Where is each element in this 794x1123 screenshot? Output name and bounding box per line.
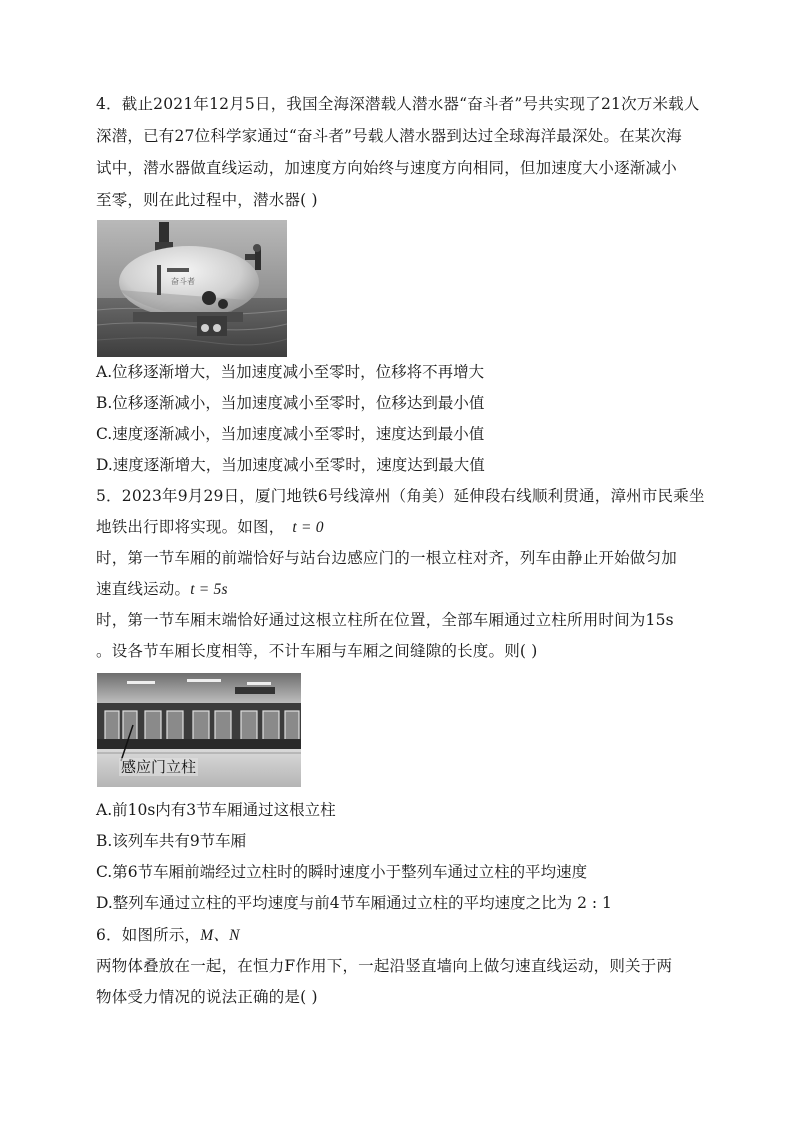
submarine-illustration (97, 220, 287, 357)
q6-line-3: 物体受力情况的说法正确的是( ) (96, 988, 318, 1006)
q6-line-1-text: 6．如图所示， (96, 926, 201, 944)
q4-option-d: D.速度逐渐增大，当加速度减小至零时，速度达到最大值 (96, 456, 485, 474)
q6-objects-mn: M、N (200, 927, 240, 944)
q5-line-1: 5．2023年9月29日，厦门地铁6号线漳州（角美）延伸段右线顺利贯通，漳州市民乘坐 (96, 487, 705, 505)
q5-option-b: B.该列车共有9节车厢 (96, 832, 247, 850)
metro-image-caption: 感应门立柱 (121, 758, 197, 776)
q5-time-zero: t = 0 (292, 519, 324, 536)
q4-line-4: 至零，则在此过程中，潜水器( ) (96, 191, 318, 209)
q5-time-five: t = 5s (190, 581, 228, 598)
q5-line-3: 时，第一节车厢的前端恰好与站台边感应门的一根立柱对齐，列车由静止开始做匀加 (96, 549, 677, 567)
q5-option-c: C.第6节车厢前端经过立柱时的瞬时速度小于整列车通过立柱的平均速度 (96, 863, 588, 881)
q5-line-5: 时，第一节车厢末端恰好通过这根立柱所在位置，全部车厢通过立柱所用时间为15s (96, 611, 674, 629)
q4-option-c: C.速度逐渐减小，当加速度减小至零时，速度达到最小值 (96, 425, 485, 443)
q4-option-a: A.位移逐渐增大，当加速度减小至零时，位移将不再增大 (96, 363, 485, 381)
metro-station-image (97, 673, 301, 787)
submarine-hull-label: 奋斗者 (171, 277, 195, 286)
q4-line-2: 深潜，已有27位科学家通过“奋斗者”号载人潜水器到达过全球海洋最深处。在某次海 (96, 127, 682, 145)
q4-option-b: B.位移逐渐减小，当加速度减小至零时，位移达到最小值 (96, 394, 485, 412)
q5-line-4 (96, 579, 228, 600)
submarine-image (97, 220, 287, 357)
q5-option-a: A.前10s内有3节车厢通过这根立柱 (96, 801, 336, 819)
q5-option-d: D.整列车通过立柱的平均速度与前4节车厢通过立柱的平均速度之比为 2 : 1 (96, 894, 612, 912)
q6-line-2: 两物体叠放在一起，在恒力F作用下，一起沿竖直墙向上做匀速直线运动，则关于两 (96, 957, 673, 975)
q6-line-1 (96, 925, 240, 946)
q5-line-4-text: 速直线运动。 (96, 580, 191, 598)
q5-line-2 (96, 517, 324, 538)
q5-line-2-text: 地铁出行即将实现。如图， (96, 518, 285, 536)
q5-line-6: 。设各节车厢长度相等，不计车厢与车厢之间缝隙的长度。则( ) (96, 642, 538, 660)
q4-line-3: 试中，潜水器做直线运动，加速度方向始终与速度方向相同，但加速度大小逐渐减小 (96, 159, 677, 177)
q4-line-1: 4．截止2021年12月5日，我国全海深潜载人潜水器“奋斗者”号共实现了21次万米载人 (96, 95, 700, 113)
